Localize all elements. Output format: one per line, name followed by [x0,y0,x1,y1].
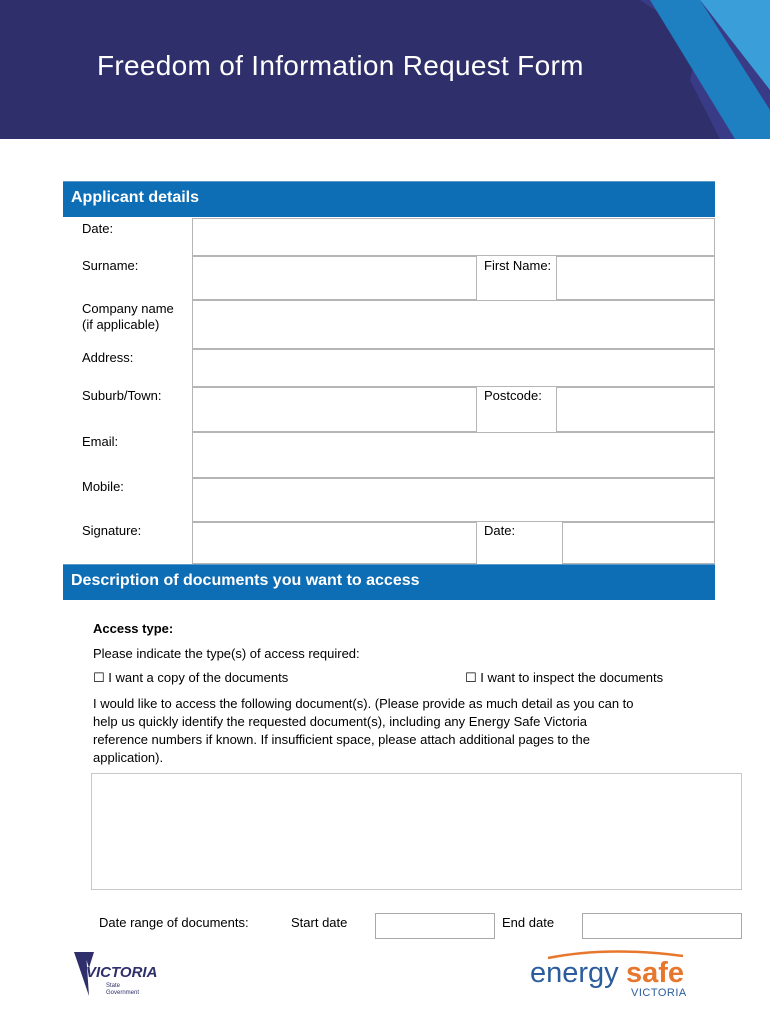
address-label: Address: [82,350,134,365]
victoria-logo-sub2: Government [106,990,140,996]
paragraph-line-1: I would like to access the following document(s). (Please provide as much detail as you can to [93,696,634,711]
start-date-field[interactable] [375,913,495,939]
victoria-state-government-logo [72,950,172,1003]
suburb-field[interactable] [192,387,477,432]
paragraph-line-2: help us quickly identify the requested document(s), including any Energy Safe Victoria [93,714,588,729]
documents-instructions-paragraph [93,695,693,767]
first-name-label: First Name: [484,258,552,273]
access-type-label: Access type: [93,621,174,636]
signature-date-field[interactable] [562,522,715,564]
suburb-label: Suburb/Town: [82,388,162,403]
date-field[interactable] [192,218,715,256]
signature-field[interactable] [192,522,477,564]
header-banner [0,0,770,139]
paragraph-line-3: reference numbers if known. If insufficient space, please attach additional pages to the [93,732,590,747]
victoria-logo-text: VICTORIA [86,964,158,981]
postcode-field[interactable] [556,387,715,432]
start-date-label: Start date [291,915,348,930]
surname-field[interactable] [192,256,477,300]
company-field[interactable] [192,300,715,349]
first-name-field[interactable] [556,256,715,300]
company-label-line2: (if applicable) [82,317,160,332]
energy-safe-logo-mark [528,948,708,1000]
documents-section-heading: Description of documents you want to access [63,564,715,600]
end-date-field[interactable] [582,913,742,939]
mobile-label: Mobile: [82,479,124,494]
energy-safe-logo-safe: safe [626,957,685,989]
date-label: Date: [82,221,114,236]
victoria-logo-mark [72,950,172,998]
company-label-line1: Company name [82,301,174,316]
energy-safe-logo-victoria: VICTORIA [631,987,687,999]
page-title: Freedom of Information Request Form [97,50,584,81]
mobile-field[interactable] [192,478,715,522]
signature-label: Signature: [82,523,142,538]
energy-safe-victoria-logo [528,948,708,1005]
date-range-label: Date range of documents: [99,915,249,930]
applicant-section-heading: Applicant details [63,181,715,217]
inspect-option-checkbox[interactable]: ☐ I want to inspect the documents [465,670,664,685]
postcode-label: Postcode: [484,388,542,403]
documents-description-textarea[interactable] [91,773,742,890]
surname-label: Surname: [82,258,139,273]
email-field[interactable] [192,432,715,478]
signature-date-label: Date: [484,523,516,538]
company-label [82,301,192,333]
energy-safe-logo-energy: energy [530,957,619,989]
victoria-logo-sub1: State [106,983,121,989]
access-instruction: Please indicate the type(s) of access required: [93,646,360,661]
copy-option-checkbox[interactable]: ☐ I want a copy of the documents [93,670,289,685]
email-label: Email: [82,434,119,449]
paragraph-line-4: application). [93,750,164,765]
end-date-label: End date [502,915,555,930]
address-field[interactable] [192,349,715,387]
